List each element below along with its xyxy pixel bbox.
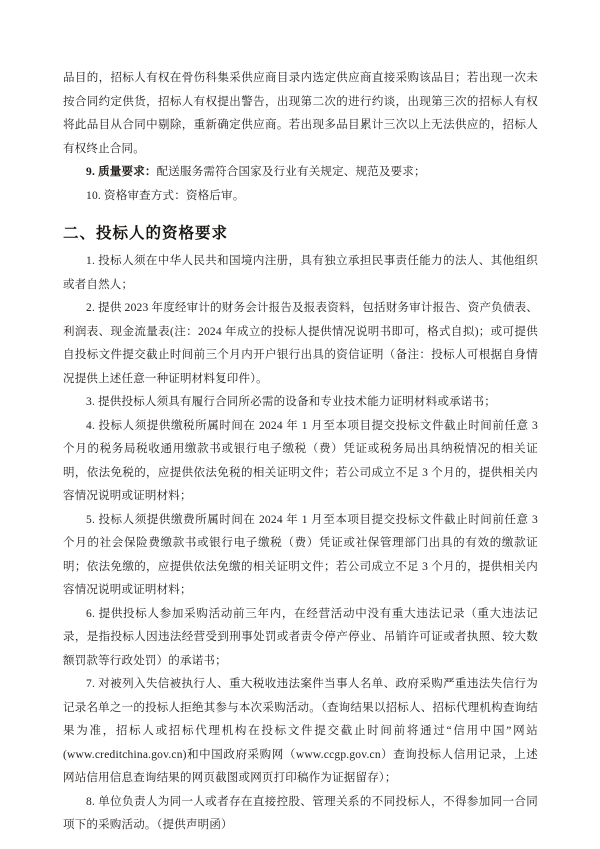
document-content (63, 67, 538, 838)
intro-continuation-paragraph: 品目的，招标人有权在骨伤科集采供应商目录内选定供应商直接采购该品目；若出现一次未按合同约定供货，招标人有权提出警告，出现第二次的进行约谈，出现第三次的招标人有权将此品目从合同中剔除，重新确定供应商。若出现多品目累计三次以上无法供应的，招标人有权终止合同。 (63, 72, 538, 155)
quality-requirement-text: 配送服务需符合国家及行业有关规定、规范及要求； (156, 166, 426, 178)
section-heading-bidder-qualifications: 二、投标人的资格要求 (63, 225, 229, 242)
requirement-item-7: 7. 对被列入失信被执行人、重大税收违法案件当事人名单、政府采购严重违法失信行为记录名单之一的投标人拒绝其参与本次采购活动。（查询结果以招标人、招标代理机构查询结果为准，招标人或招标代理机构在投标文件提交截止时间前将通过“信用中国”网站(www.creditchina.gov.cn)和中国政府采购网（www.ccgp.gov.cn）查询投标人信用记录，上述网站信用信息查询结果的网页截图或网页打印稿作为证据留存）； (63, 678, 538, 784)
requirement-item-2: 2. 提供 2023 年度经审计的财务会计报告及报表资料，包括财务审计报告、资产负债表、利润表、现金流量表(注：2024 年成立的投标人提供情况说明书即可，格式自拟)；或可提供自投标文件提交截止时间前三个月内开户银行出具的资信证明（备注：投标人可根据自身情况提供上述任意一种证明材料复印件）。 (63, 302, 538, 385)
quality-requirement-label: 9. 质量要求： (86, 166, 157, 178)
requirement-item-1: 1. 投标人须在中华人民共和国境内注册，具有独立承担民事责任能力的法人、其他组织或者自然人； (63, 255, 538, 291)
requirement-item-6: 6. 提供投标人参加采购活动前三年内，在经营活动中没有重大违法记录（重大违法记录，是指投标人因违法经营受到刑事处罚或者责令停产停业、吊销许可证或者执照、较大数额罚款等行政处罚）的承诺书； (63, 607, 538, 667)
requirement-item-8: 8. 单位负责人为同一人或者存在直接控股、管理关系的不同投标人，不得参加同一合同项下的采购活动。（提供声明函） (63, 795, 538, 831)
requirement-item-5: 5. 投标人须提供缴费所属时间在 2024 年 1 月至本项目提交投标文件截止时间前任意 3 个月的社会保险费缴款书或银行电子缴税（费）凭证或社保管理部门出具的有效的缴款证明；依法免缴的，应提供依法免缴的相关证明文件；若公司成立不足 3 个月的，提供相关内容情况说明或证明材料； (63, 513, 538, 596)
requirement-item-4: 4. 投标人须提供缴税所属时间在 2024 年 1 月至本项目提交投标文件截止时间前任意 3 个月的税务局税收通用缴款书或银行电子缴税（费）凭证或税务局出具纳税情况的相关证明，依法免税的，应提供依法免税的相关证明文件；若公司成立不足 3 个月的，提供相关内容情况说明或证明材料； (63, 419, 538, 502)
qualification-review-item: 10. 资格审查方式：资格后审。 (86, 189, 245, 202)
quality-requirement-item (63, 161, 538, 185)
requirement-item-3: 3. 提供投标人须具有履行合同所必需的设备和专业技术能力证明材料或承诺书； (86, 396, 496, 408)
